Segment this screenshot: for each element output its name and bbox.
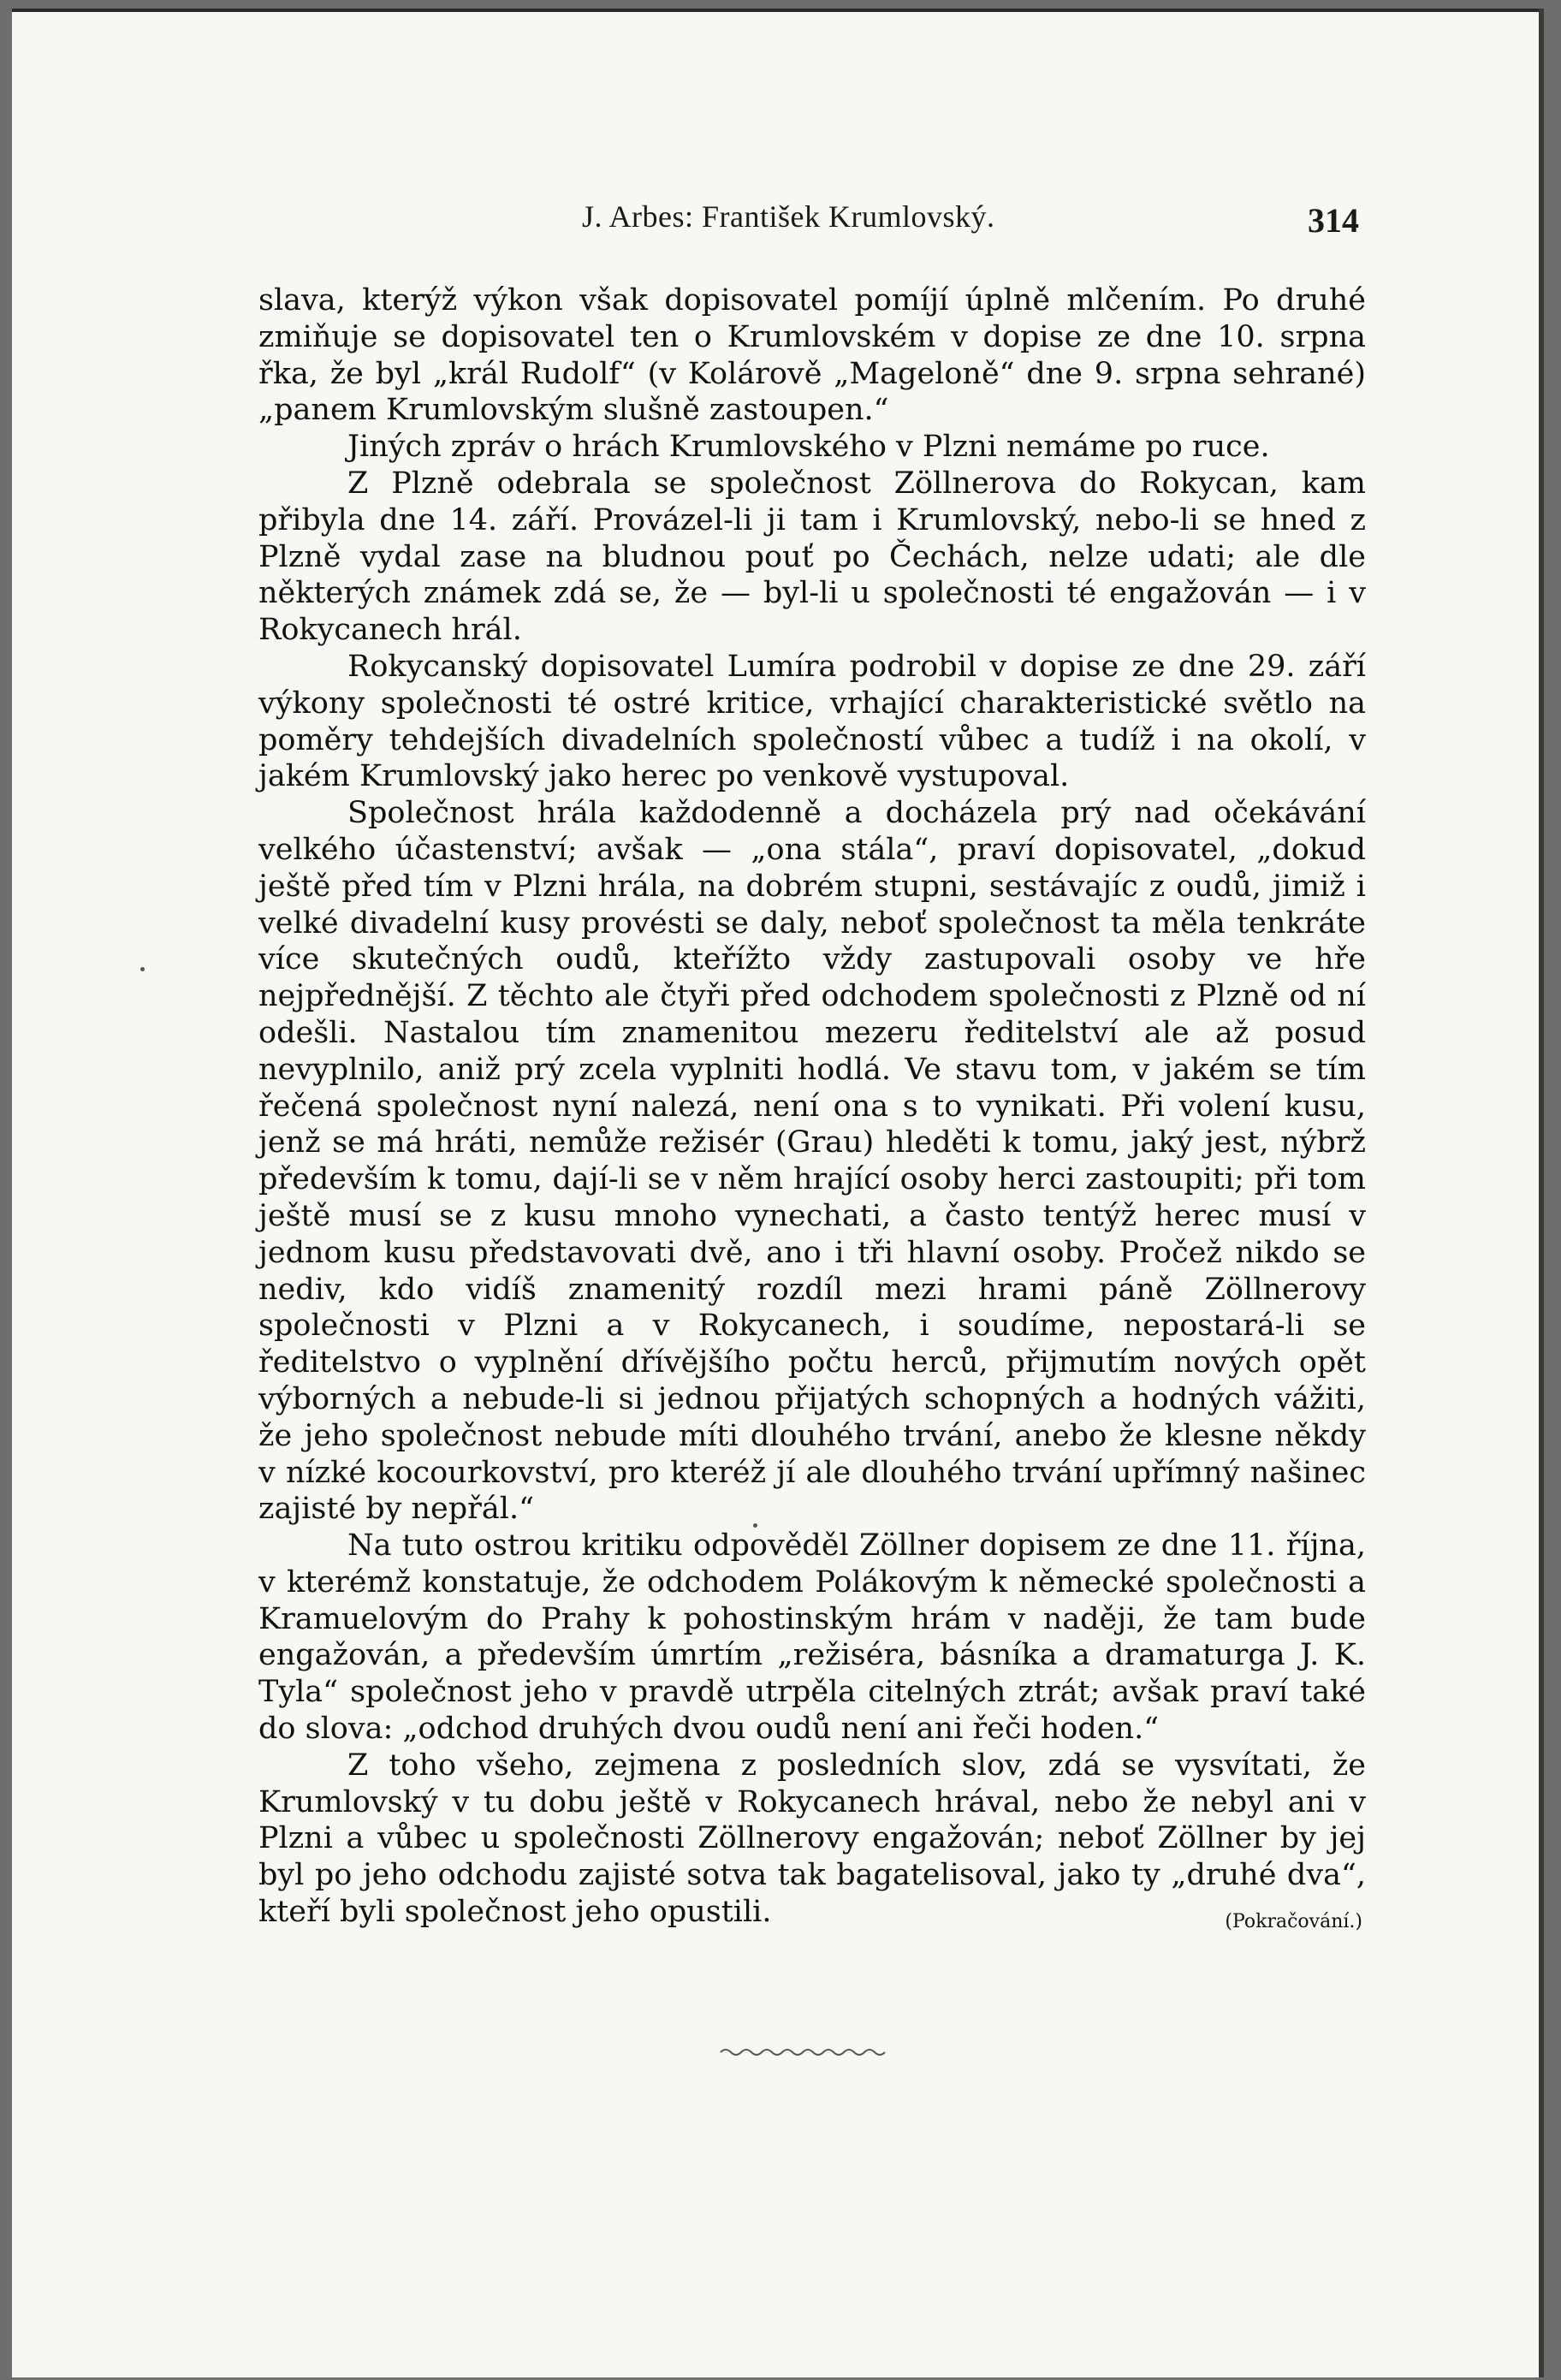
margin-speck	[753, 1523, 757, 1528]
last-paragraph	[258, 1748, 1366, 1931]
paragraph: Jiných zpráv o hrách Krumlovského v Plzni nemáme po ruce.	[347, 430, 1270, 465]
paragraph-text: Z toho všeho, zejmena z posledních slov, zdá se vysvítati, že Krumlovský v tu dobu ještě v Rokycanech hrával, nebo že nebyl ani v Plzni a vůbec u společnosti Zöllnerovy engažován; neboť Zöllner by jej byl po jeho odchodu zajisté sotva tak bagatelisoval, jako ty „druhé dva“, kteří byli společnost jeho opustili.	[258, 1748, 1366, 1930]
paragraph: Z Plzně odebrala se společnost Zöllnerova do Rokycan, kam přibyla dne 14. září. Provázel-li ji tam i Krumlovský, nebo-li se hned z Plzně vydal zase na bludnou pouť po Čechách, nelze udati; ale dle některých známek zdá se, že — byl-li u společnosti té engažován — i v Rokycanech hrál.	[258, 466, 1366, 648]
margin-speck	[140, 967, 145, 971]
page-number: 314	[1308, 201, 1359, 240]
continuation-note: (Pokračování.)	[1225, 1911, 1362, 1933]
paragraph: Rokycanský dopisovatel Lumíra podrobil v dopise ze dne 29. září výkony společnosti té ostré kritice, vrhající charakteristické světlo na poměry tehdejších divadelních společností vůbec a tudíž i na okolí, v jakém Krumlovský jako herec po venkově vystupoval.	[258, 649, 1366, 794]
running-title: J. Arbes: František Krumlovský.	[582, 199, 995, 234]
top-edge-rule	[12, 9, 1539, 12]
page-header	[257, 199, 1359, 241]
paragraph: Na tuto ostrou kritiku odpověděl Zöllner dopisem ze dne 11. října, v kterémž konstatuje, že odchodem Polákovým k německé společnosti a Kramuelovým do Prahy k pohostinským hrám v naději, že tam bude engažován, a především úmrtím „režiséra, básníka a dramaturga J. K. Tyla“ společnost jeho v pravdě utrpěla citelných ztrát; avšak praví také do slova: „odchod druhých dvou oudů není ani řeči hoden.“	[258, 1528, 1366, 1747]
body-text	[258, 282, 1366, 1941]
paragraph: Společnost hrála každodenně a docházela prý nad očekávání velkého účastenství; avšak — „ona stála“, praví dopisovatel, „dokud ještě před tím v Plzni hrála, na dobrém stupni, sestávajíc z oudů, jimiž i velké divadelní kusy provésti se daly, neboť společnost ta měla tenkráte více skutečných oudů, kteřížto vždy zastupovali osoby ve hře nejpřednější. Z těchto ale čtyři před odchodem společnosti z Plzně od ní odešli. Nastalou tím znamenitou mezeru ředitelství ale až posud nevyplnilo, aniž prý zcela vyplniti hodlá. Ve stavu tom, v jakém se tím řečená společnost nyní nalezá, není ona s to vynikati. Při volení kusu, jenž se má hráti, nemůže režisér (Grau) hleděti k tomu, jaký jest, nýbrž především k tomu, dají-li se v něm hrající osoby herci zastoupiti; při tom ještě musí se z kusu mnoho vynechati, a často tentýž herec musí v jednom kusu představovati dvě, ano i tři hlavní osoby. Pročež nikdo se nediv, kdo vidíš znamenitý rozdíl mezi hrami páně Zöllnerovy společnosti v Plzni a v Rokycanech, i soudíme, nepostará-li se ředitelstvo o vyplnění dřívějšího počtu herců, přijmutím nových opět výborných a nebude-li si jednou přijatých schopných a hodných vážiti, že jeho společnost nebude míti dlouhého trvání, anebo že klesne někdy v nízké kocourkovství, pro kteréž jí ale dlouhého trvání upřímný našinec zajisté by nepřál.“	[258, 796, 1366, 1527]
book-page	[12, 9, 1544, 2377]
end-ornament-icon	[719, 2044, 887, 2061]
paragraph: slava, kterýž výkon však dopisovatel pomíjí úplně mlčením. Po druhé zmiňuje se dopisovatel ten o Krumlovském v dopise ze dne 10. srpna řka, že byl „král Rudolf“ (v Kolárově „Mageloně“ dne 9. srpna sehrané) „panem Krumlovským slušně zastoupen.“	[258, 283, 1366, 428]
